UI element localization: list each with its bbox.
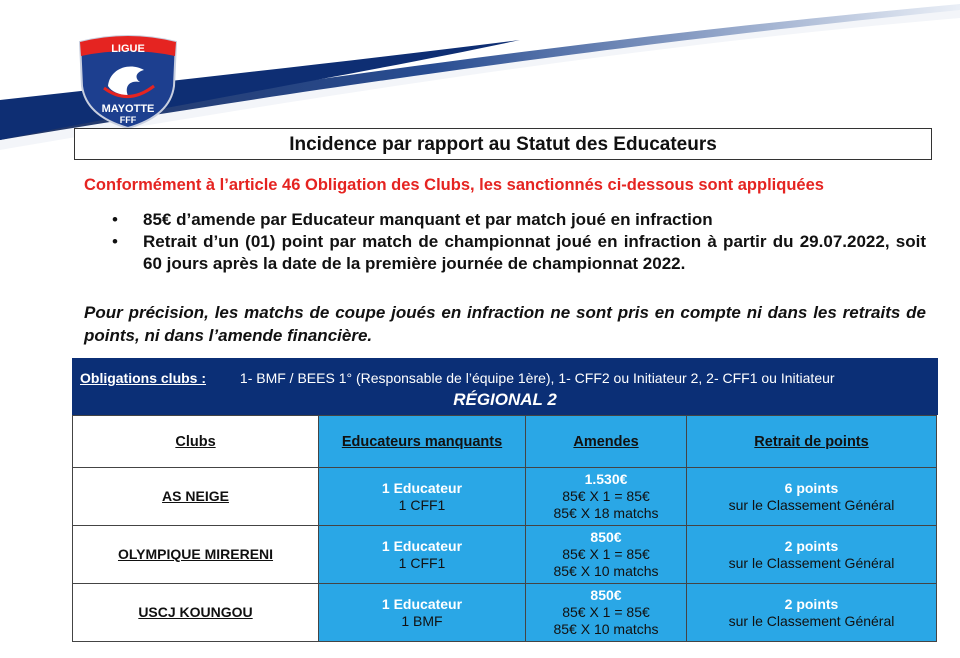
list-item-text: 85€ d’amende par Educateur manquant et par match joué en infraction	[143, 210, 713, 229]
points: 6 points	[784, 479, 839, 496]
calc-line: 85€ X 1 = 85€	[562, 604, 650, 620]
retrait-cell	[687, 468, 937, 526]
column-header-clubs: Clubs	[73, 416, 319, 468]
points-note: sur le Classement Général	[728, 612, 895, 629]
calc-line: 85€ X 18 matchs	[553, 505, 659, 521]
precision-note: Pour précision, les matchs de coupe joués en infraction ne sont pris en compte ni dans les retraits de points, ni dans l’amende financière.	[84, 303, 926, 345]
sanctions-table	[72, 415, 937, 642]
bullet-icon: •	[112, 210, 118, 229]
column-header-amendes: Amendes	[526, 416, 687, 468]
article-note: Conformément à l’article 46 Obligation des Clubs, les sanctionnés ci-dessous sont appliquées	[84, 176, 824, 194]
club-name: OLYMPIQUE MIRERENI	[73, 526, 319, 584]
table-header-row	[73, 416, 937, 468]
points-note: sur le Classement Général	[728, 496, 895, 513]
list-item	[84, 231, 926, 275]
educateurs-cell	[319, 584, 526, 642]
table-row	[73, 526, 937, 584]
educateur-count: 1 Educateur	[381, 595, 463, 612]
logo-name-text: MAYOTTE	[101, 103, 155, 115]
amendes-cell	[526, 526, 687, 584]
educateur-count: 1 Educateur	[381, 479, 463, 496]
retrait-cell	[687, 584, 937, 642]
ligue-mayotte-logo	[74, 34, 182, 130]
club-name: USCJ KOUNGOU	[73, 584, 319, 642]
educateurs-cell	[319, 468, 526, 526]
table-row	[73, 584, 937, 642]
amount: 850€	[590, 529, 622, 545]
retrait-cell	[687, 526, 937, 584]
column-header-retrait: Retrait de points	[687, 416, 937, 468]
obligations-banner	[72, 358, 938, 415]
column-header-educateurs: Educateurs manquants	[319, 416, 526, 468]
list-item-text: Retrait d’un (01) point par match de championnat joué en infraction à partir du 29.07.2022, soit 60 jours après la date de la première journée de championnat 2022.	[143, 232, 926, 273]
amendes-cell	[526, 468, 687, 526]
amount: 1.530€	[584, 471, 628, 487]
amount: 850€	[590, 587, 622, 603]
amendes-cell	[526, 584, 687, 642]
list-item	[84, 209, 926, 231]
points-note: sur le Classement Général	[728, 554, 895, 571]
calc-line: 85€ X 1 = 85€	[562, 488, 650, 504]
obligations-line	[80, 370, 835, 386]
educateur-type: 1 CFF1	[398, 554, 446, 571]
calc-line: 85€ X 10 matchs	[553, 563, 659, 579]
points: 2 points	[784, 537, 839, 554]
document-title: Incidence par rapport au Statut des Educateurs	[74, 128, 932, 160]
table-row	[73, 468, 937, 526]
division-title: RÉGIONAL 2	[453, 390, 557, 409]
calc-line: 85€ X 10 matchs	[553, 621, 659, 637]
educateur-count: 1 Educateur	[381, 537, 463, 554]
calc-line: 85€ X 1 = 85€	[562, 546, 650, 562]
logo-top-text: LIGUE	[111, 43, 145, 55]
obligations-text: 1- BMF / BEES 1° (Responsable de l’équipe 1ère), 1- CFF2 ou Initiateur 2, 2- CFF1 ou Initiateur	[239, 370, 835, 386]
educateur-type: 1 CFF1	[398, 496, 446, 513]
points: 2 points	[784, 595, 839, 612]
educateur-type: 1 BMF	[401, 612, 443, 629]
sanction-list	[84, 209, 926, 275]
educateurs-cell	[319, 526, 526, 584]
club-name: AS NEIGE	[73, 468, 319, 526]
bullet-icon: •	[112, 232, 118, 251]
obligations-label: Obligations clubs :	[80, 370, 207, 386]
logo-sub-text: FFF	[119, 115, 137, 125]
